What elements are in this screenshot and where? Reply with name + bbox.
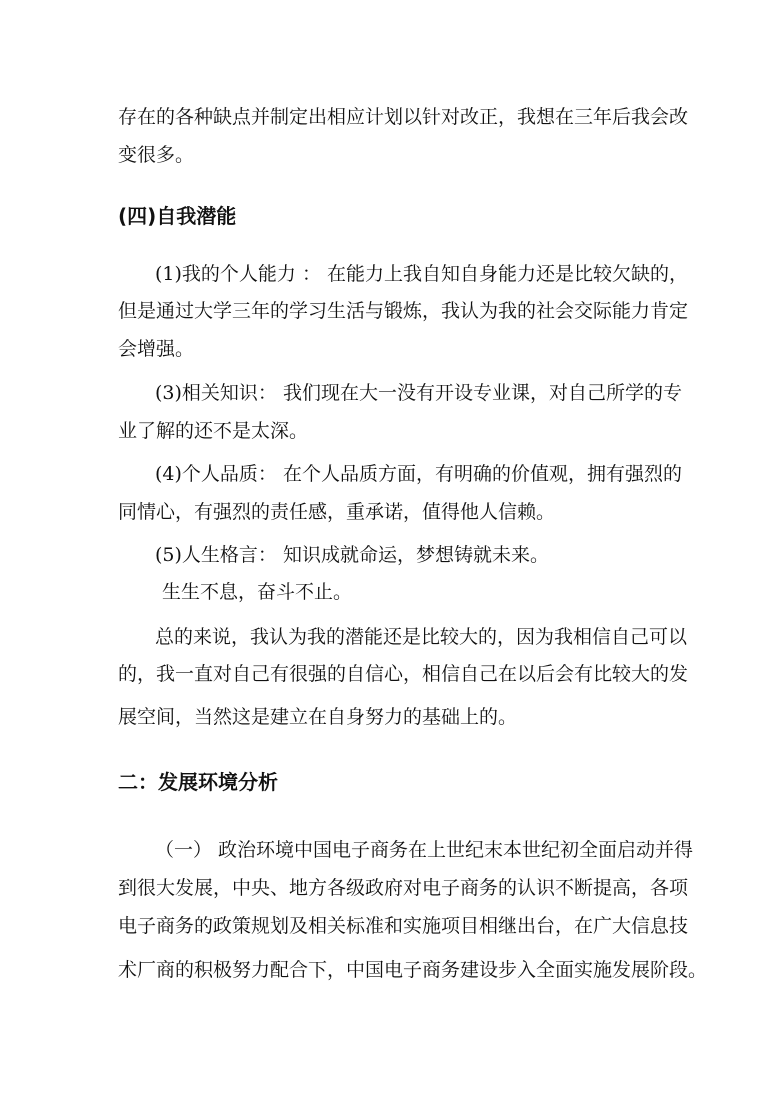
paragraph-line: (4)个人品质： 在个人品质方面，有明确的价值观，拥有强烈的 — [155, 463, 682, 485]
paragraph-line: (3)相关知识： 我们现在大一没有开设专业课，对自己所学的专 — [155, 382, 682, 404]
paragraph-line: 的，我一直对自己有很强的自信心，相信自己在以后会有比较大的发 — [118, 663, 689, 685]
paragraph-line: 生生不息，奋斗不止。 — [162, 581, 353, 603]
paragraph-line: 展空间，当然这是建立在自身努力的基础上的。 — [118, 706, 518, 728]
paragraph-line: (1)我的个人能力 ： 在能力上我自知自身能力还是比较欠缺的， — [155, 263, 688, 285]
section-heading: 二：发展环境分析 — [118, 770, 278, 794]
paragraph-line: 同情心，有强烈的责任感，重承诺，值得他人信赖。 — [118, 501, 556, 523]
paragraph-line: （一） 政治环境中国电子商务在上世纪末本世纪初全面启动并得 — [155, 839, 694, 861]
paragraph-line: 会增强。 — [118, 338, 195, 360]
paragraph-line: 术厂商的积极努力配合下，中国电子商务建设步入全面实施发展阶段。 — [118, 959, 708, 981]
paragraph-line: 电子商务的政策规划及相关标准和实施项目相继出台，在广大信息技 — [118, 915, 689, 937]
paragraph-line: 但是通过大学三年的学习生活与锻炼，我认为我的社会交际能力肯定 — [118, 300, 689, 322]
paragraph-line: 业了解的还不是太深。 — [118, 420, 309, 442]
paragraph-line: 变很多。 — [118, 144, 195, 166]
paragraph-line: 到很大发展，中央、地方各级政府对电子商务的认识不断提高，各项 — [118, 877, 689, 899]
section-heading: (四)自我潜能 — [118, 204, 237, 228]
paragraph-line: 存在的各种缺点并制定出相应计划以针对改正，我想在三年后我会改 — [118, 106, 689, 128]
paragraph-line: (5)人生格言： 知识成就命运，梦想铸就未来。 — [155, 544, 549, 566]
paragraph-line: 总的来说，我认为我的潜能还是比较大的，因为我相信自己可以 — [155, 626, 688, 648]
